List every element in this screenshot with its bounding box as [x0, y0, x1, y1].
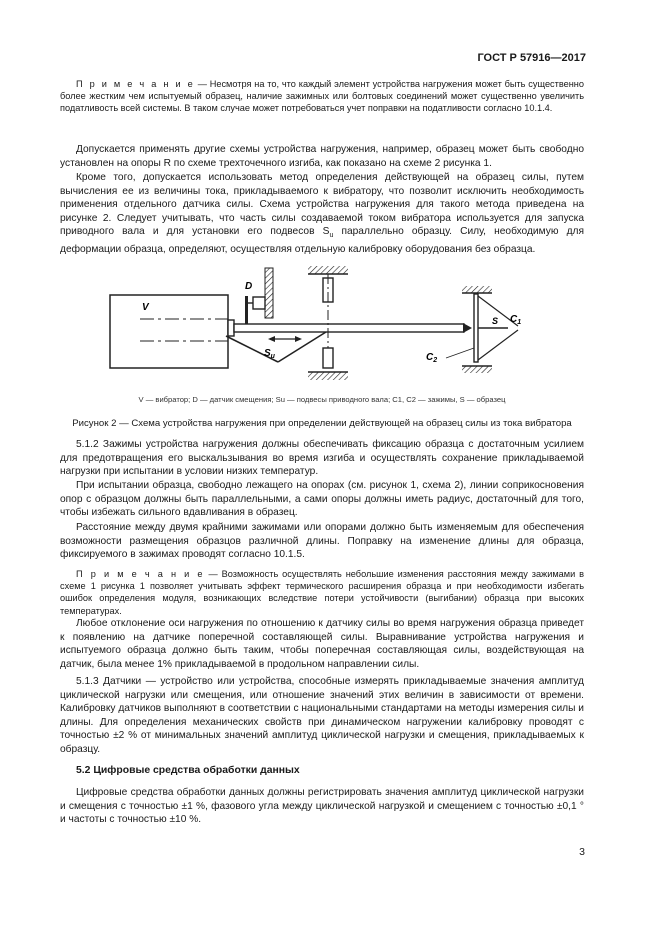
- standard-header: ГОСТ Р 57916—2017: [477, 52, 586, 64]
- clamp-c1-arm-bottom: [478, 330, 518, 360]
- sensor-tip: [245, 296, 248, 324]
- note-1-text: — Несмотря на то, что каждый элемент устройства нагружения может быть существенно более жестким чем испытуемый образец, наличие зажимных или болтовых соединений может существенно увеличить податливость всей системы. В таком случае может потребоваться учет поправки на податливости согласно 10.1.4.: [60, 79, 584, 114]
- paragraph-5-1-2: 5.1.2 Зажимы устройства нагружения должны обеспечивать фиксацию образца с достаточным усилием для предотвращения его выскальзывания во время изгиба и осуществлять сохранение прикладываемой нагрузки при испытании в условии низких температур.: [60, 439, 584, 478]
- label-d: D: [245, 281, 253, 292]
- coupling-block: [228, 320, 234, 336]
- clamp-bottom-hatch: [462, 366, 492, 373]
- clamp-bar: [474, 294, 478, 362]
- drive-shaft: [234, 324, 464, 332]
- clamp-top-hatch: [462, 286, 492, 293]
- paragraph-current-method-part-a: Кроме того, допускается использовать метод определения действующей на образец силы, путем вычисления ее из величины тока, прикладываемого к вибратору, что позволит исключить необходимость применения отдельного датчика силы. Схема устройства нагружения для такого метода приведена на рисунке 2. Следует учитывать, что часть силы создаваемой током вибратора используется для запуска приводного вала и для установки его подвесов S: [60, 172, 584, 238]
- paragraph-supports: При испытании образца, свободно лежащего на опорах (см. рисунок 1, схема 2), линии соприкосновения опор с образцом должны быть параллельными, а сами опоры должны иметь радиус, достаточный для того, чтобы избежать сильного вдавливания в образец.: [60, 480, 584, 519]
- paragraph-alt-schemes: Допускается применять другие схемы устройства нагружения, например, образец может быть свободно установлен на опоры R по схеме трехточечного изгиба, как показано на схеме 2 рисунка 1.: [60, 144, 584, 169]
- paragraph-deviation: Любое отклонение оси нагружения по отношению к датчику силы во время нагружения образца приведет к появлению на датчике поперечной составляющей силы. Выравнивание устройства нагружения и испытуемого образца должно быть таким, чтобы поперечная составляющая силы, воздействующая на датчик, была менее 1% прикладываемой в продольном направлении силы.: [60, 618, 584, 670]
- label-c2-leader: [446, 348, 474, 358]
- lower-support-hatch: [308, 372, 348, 380]
- paragraph-current-method-part-b: параллельно образцу. Силу, необходимую для деформации образца, определяют, осуществляя отдельную калибровку оборудования без образца.: [60, 226, 585, 255]
- label-su: $S_u$: [264, 348, 275, 360]
- label-s: S: [492, 316, 499, 326]
- vibrator-box: [110, 295, 228, 368]
- label-c1: $C_1$: [510, 314, 522, 326]
- note-2: [60, 568, 584, 617]
- suspension-right: [278, 332, 326, 362]
- figure-caption: Рисунок 2 — Схема устройства нагружения при определении действующей на образец силы из тока вибратора: [72, 418, 572, 429]
- paragraph-5-1-3: 5.1.3 Датчики — устройство или устройства, способные измерять прикладываемые значения амплитуд циклической нагрузки или смещения, или отношение значений этих величин в зависимости от времени. Калибровку датчиков выполняют в соответствии с национальными стандартами на методы измерения силы и длины. Для определения механических свойств при динамическом нагружении калибровку проводят с точностью ±2 % от минимальных значений амплитуд циклической нагрузки и смещения, прикладываемых к образцу.: [60, 676, 584, 755]
- section-5-2-heading: 5.2 Цифровые средства обработки данных: [76, 765, 300, 776]
- subscript-u: u: [329, 232, 334, 240]
- label-c2: $C_2$: [426, 352, 438, 364]
- note-1-label: П р и м е ч а н и е: [76, 79, 195, 89]
- loading-device-diagram: [100, 262, 550, 382]
- sensor-wall: [265, 268, 273, 318]
- page-number: 3: [579, 846, 585, 858]
- sensor-body: [253, 297, 265, 309]
- lower-support-post: [323, 348, 333, 368]
- motion-arrowhead-left: [268, 336, 275, 342]
- figure-legend: V — вибратор; D — датчик смещения; Su — подвесы приводного вала; C1, C2 — зажимы, S — образец: [138, 395, 506, 404]
- shaft-arrowhead: [463, 323, 472, 333]
- note-2-label: П р и м е ч а н и е: [76, 569, 205, 579]
- label-v: V: [142, 302, 149, 313]
- paragraph-5-2: Цифровые средства обработки данных должны регистрировать значения амплитуд циклической нагрузки и смещения с точностью ±1 %, фазового угла между циклической нагрузкой и смещением с точностью ±0,1 ° и частоты с точностью ±10 %.: [60, 787, 584, 826]
- note-2-text: — Возможность осуществлять небольшие изменения расстояния между зажимами в схеме 1 рисунка 1 позволяет учитывать эффект термического расширения образца и при необходимости избегать ошибок определения модуля, возникающих вследствие потери устойчивости (выгибании) образца при высоких температурах.: [60, 569, 584, 616]
- upper-support-hatch: [308, 266, 348, 274]
- paragraph-distance: Расстояние между двумя крайними зажимами или опорами должно быть изменяемым для обеспечения возможности размещения образцов различной длины. Поправку на изменение длины для образца, фиксируемого в зажимах проводят согласно 10.1.5.: [60, 522, 584, 561]
- note-1: [60, 78, 584, 115]
- paragraph-current-method: [60, 171, 584, 257]
- motion-arrowhead-right: [295, 336, 302, 342]
